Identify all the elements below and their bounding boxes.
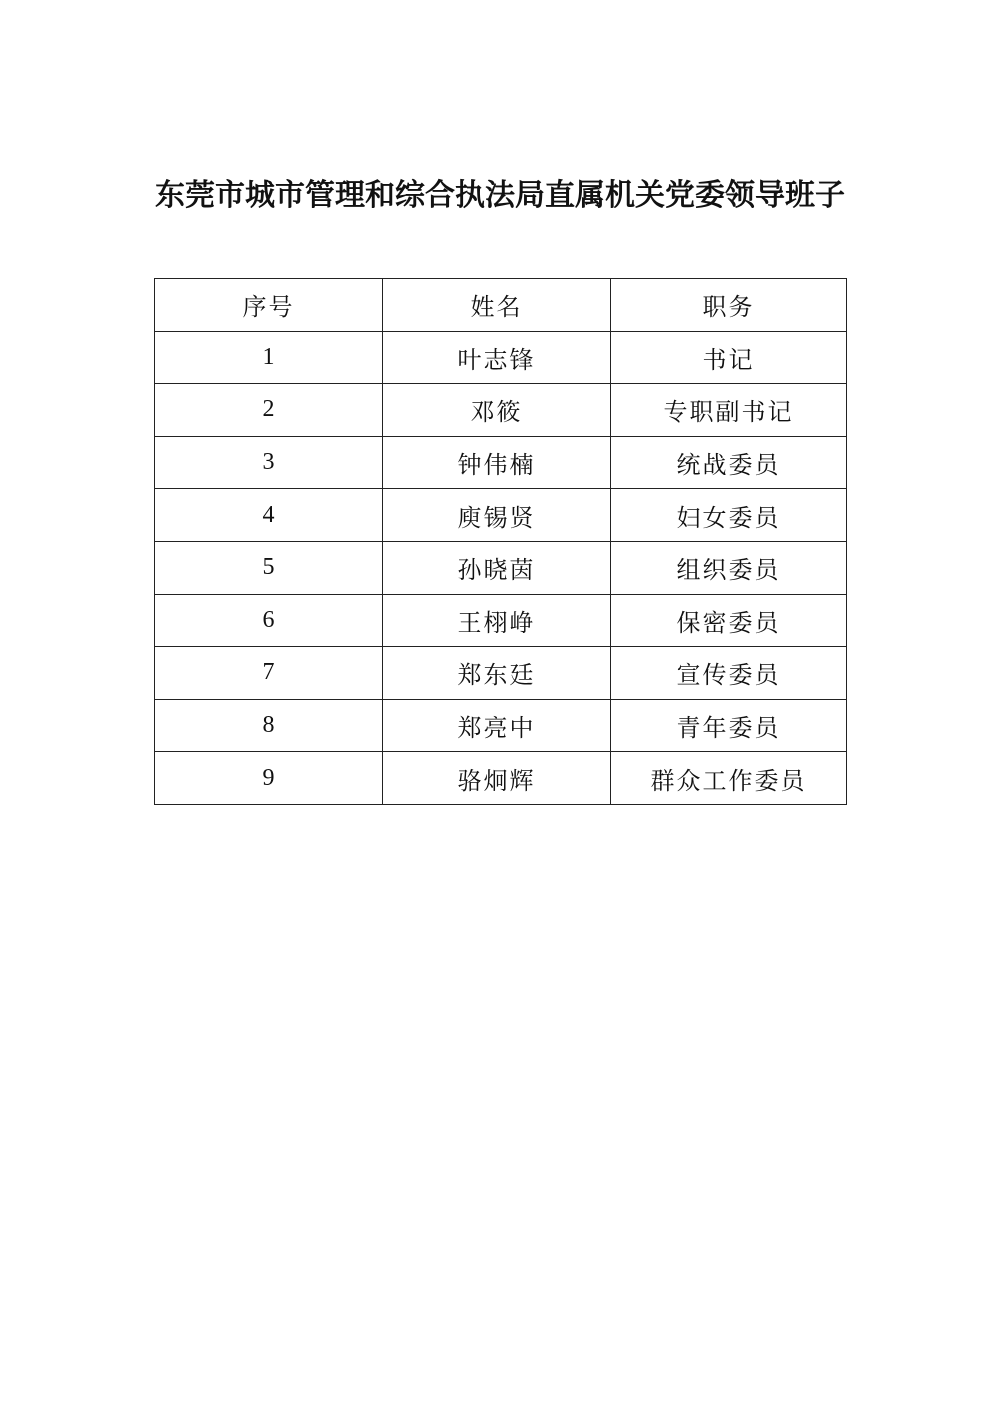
table-row xyxy=(155,384,847,437)
header-position: 职务 xyxy=(611,279,847,332)
cell-serial-number: 5 xyxy=(155,541,383,594)
table-row xyxy=(155,594,847,647)
cell-serial-number: 2 xyxy=(155,384,383,437)
cell-position: 宣传委员 xyxy=(611,647,847,700)
cell-position: 统战委员 xyxy=(611,436,847,489)
cell-position: 保密委员 xyxy=(611,594,847,647)
cell-serial-number: 9 xyxy=(155,752,383,805)
leadership-table xyxy=(154,278,847,805)
cell-serial-number: 7 xyxy=(155,647,383,700)
cell-name: 叶志锋 xyxy=(383,331,611,384)
cell-serial-number: 1 xyxy=(155,331,383,384)
cell-name: 邓筱 xyxy=(383,384,611,437)
table-row xyxy=(155,699,847,752)
table-row xyxy=(155,752,847,805)
cell-name: 骆炯辉 xyxy=(383,752,611,805)
cell-position: 青年委员 xyxy=(611,699,847,752)
cell-serial-number: 8 xyxy=(155,699,383,752)
cell-position: 群众工作委员 xyxy=(611,752,847,805)
table-row xyxy=(155,541,847,594)
cell-name: 钟伟楠 xyxy=(383,436,611,489)
table-header-row xyxy=(155,279,847,332)
table-row xyxy=(155,331,847,384)
table-row xyxy=(155,436,847,489)
table-row xyxy=(155,489,847,542)
cell-name: 郑东廷 xyxy=(383,647,611,700)
document-title: 东莞市城市管理和综合执法局直属机关党委领导班子 xyxy=(155,178,845,213)
cell-position: 妇女委员 xyxy=(611,489,847,542)
cell-name: 郑亮中 xyxy=(383,699,611,752)
cell-name: 孙晓茵 xyxy=(383,541,611,594)
cell-position: 组织委员 xyxy=(611,541,847,594)
header-serial-number: 序号 xyxy=(155,279,383,332)
cell-position: 书记 xyxy=(611,331,847,384)
cell-name: 王栩峥 xyxy=(383,594,611,647)
cell-position: 专职副书记 xyxy=(611,384,847,437)
cell-serial-number: 4 xyxy=(155,489,383,542)
table-row xyxy=(155,647,847,700)
header-name: 姓名 xyxy=(383,279,611,332)
cell-name: 庾锡贤 xyxy=(383,489,611,542)
cell-serial-number: 6 xyxy=(155,594,383,647)
cell-serial-number: 3 xyxy=(155,436,383,489)
